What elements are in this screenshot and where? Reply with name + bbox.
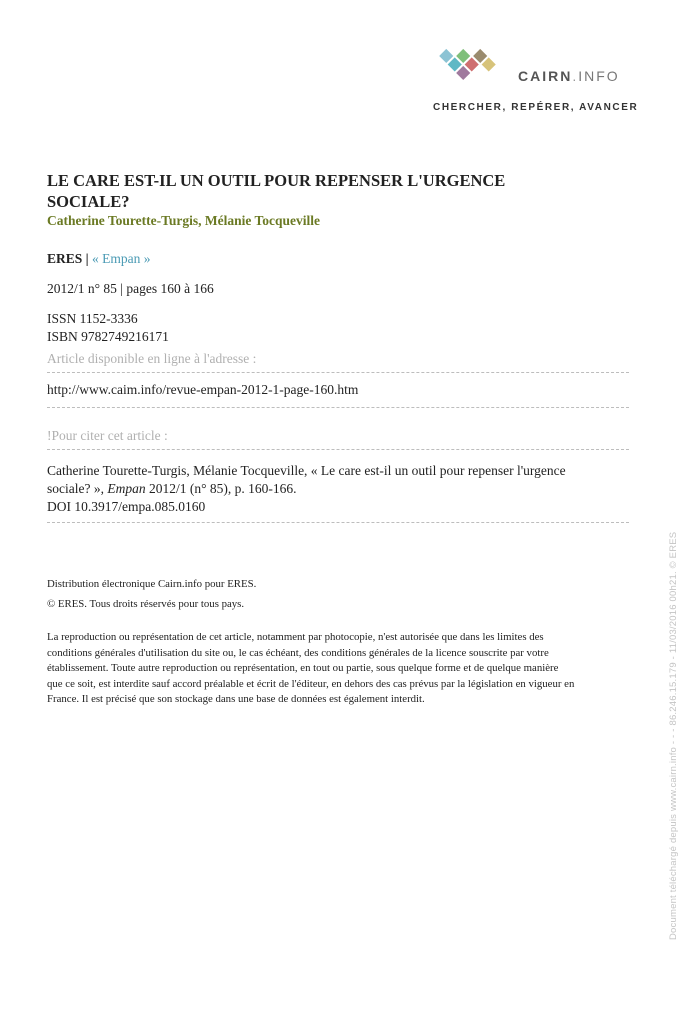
- legal-line: que ce soit, est interdite sauf accord préalable et écrit de l'éditeur, en dehors des cas prévus par la législation en vigueur en: [47, 677, 575, 690]
- article-url[interactable]: http://www.caim.info/revue-empan-2012-1-page-160.htm: [47, 382, 359, 397]
- download-watermark: Document téléchargé depuis www.cairn.info - - - 86.246.15.179 - 11/03/2016 00h21. © ERES: [668, 531, 679, 940]
- identifiers: [47, 310, 629, 346]
- publication-line: [47, 250, 629, 268]
- divider: [47, 372, 629, 373]
- divider: [47, 449, 629, 450]
- citation-line-1: Catherine Tourette-Turgis, Mélanie Tocqueville, « Le care est-il un outil pour repenser l'urgence: [47, 463, 566, 478]
- cairn-logo[interactable]: [433, 42, 646, 122]
- brand-suffix: INFO: [578, 68, 620, 84]
- cairn-wordmark: [518, 68, 620, 84]
- article-cover: [47, 170, 629, 708]
- available-label: Article disponible en ligne à l'adresse :: [47, 351, 257, 366]
- tagline: CHERCHER, REPÉRER, AVANCER: [433, 102, 639, 113]
- citation-text: sociale? »,: [47, 481, 108, 496]
- legal-notice: [47, 630, 629, 708]
- citation: [47, 462, 629, 516]
- article-authors: Catherine Tourette-Turgis, Mélanie Tocqueville: [47, 213, 321, 228]
- citation-journal: Empan: [107, 481, 146, 496]
- legal-line: France. Il est précisé que son stockage dans une base de données est également interdit.: [47, 693, 425, 705]
- distribution-notice: [47, 577, 629, 612]
- citation-text: 2012/1 (n° 85), p. 160-166.: [145, 481, 297, 496]
- doi: DOI 10.3917/empa.085.0160: [47, 499, 206, 514]
- legal-line: établissement. Toute autre reproduction ou représentation, en tout ou partie, sous quelque forme et de quelque manière: [47, 662, 559, 674]
- journal-link[interactable]: « Empan »: [92, 251, 151, 266]
- isbn: ISBN 9782749216171: [47, 329, 169, 344]
- distribution-text: Distribution électronique Cairn.info pour ERES.: [47, 578, 257, 590]
- title-line-1: LE CARE EST-IL UN OUTIL POUR REPENSER L'URGENCE: [47, 171, 506, 190]
- citation-line-2: [47, 480, 629, 498]
- cite-label: !Pour citer cet article :: [47, 428, 168, 443]
- divider: [47, 522, 629, 523]
- brand-dot: .: [572, 68, 579, 84]
- article-title: [47, 170, 629, 212]
- copyright-text: © ERES. Tous droits réservés pour tous pays.: [47, 597, 245, 610]
- legal-line: La reproduction ou représentation de cet article, notamment par photocopie, n'est autorisée que dans les limites des: [47, 631, 544, 643]
- issn: ISSN 1152-3336: [47, 311, 138, 326]
- issue-info: 2012/1 n° 85 | pages 160 à 166: [47, 281, 214, 296]
- legal-line: conditions générales d'utilisation du site ou, le cas échéant, des conditions générales de la licence souscrite par votre: [47, 646, 549, 659]
- cairn-mosaic-icon: [436, 42, 506, 94]
- brand-name: CAIRN: [518, 68, 573, 84]
- divider: [47, 407, 629, 408]
- publisher-separator: |: [82, 251, 93, 266]
- title-line-2: SOCIALE?: [47, 192, 130, 211]
- publisher-name: ERES: [47, 251, 83, 266]
